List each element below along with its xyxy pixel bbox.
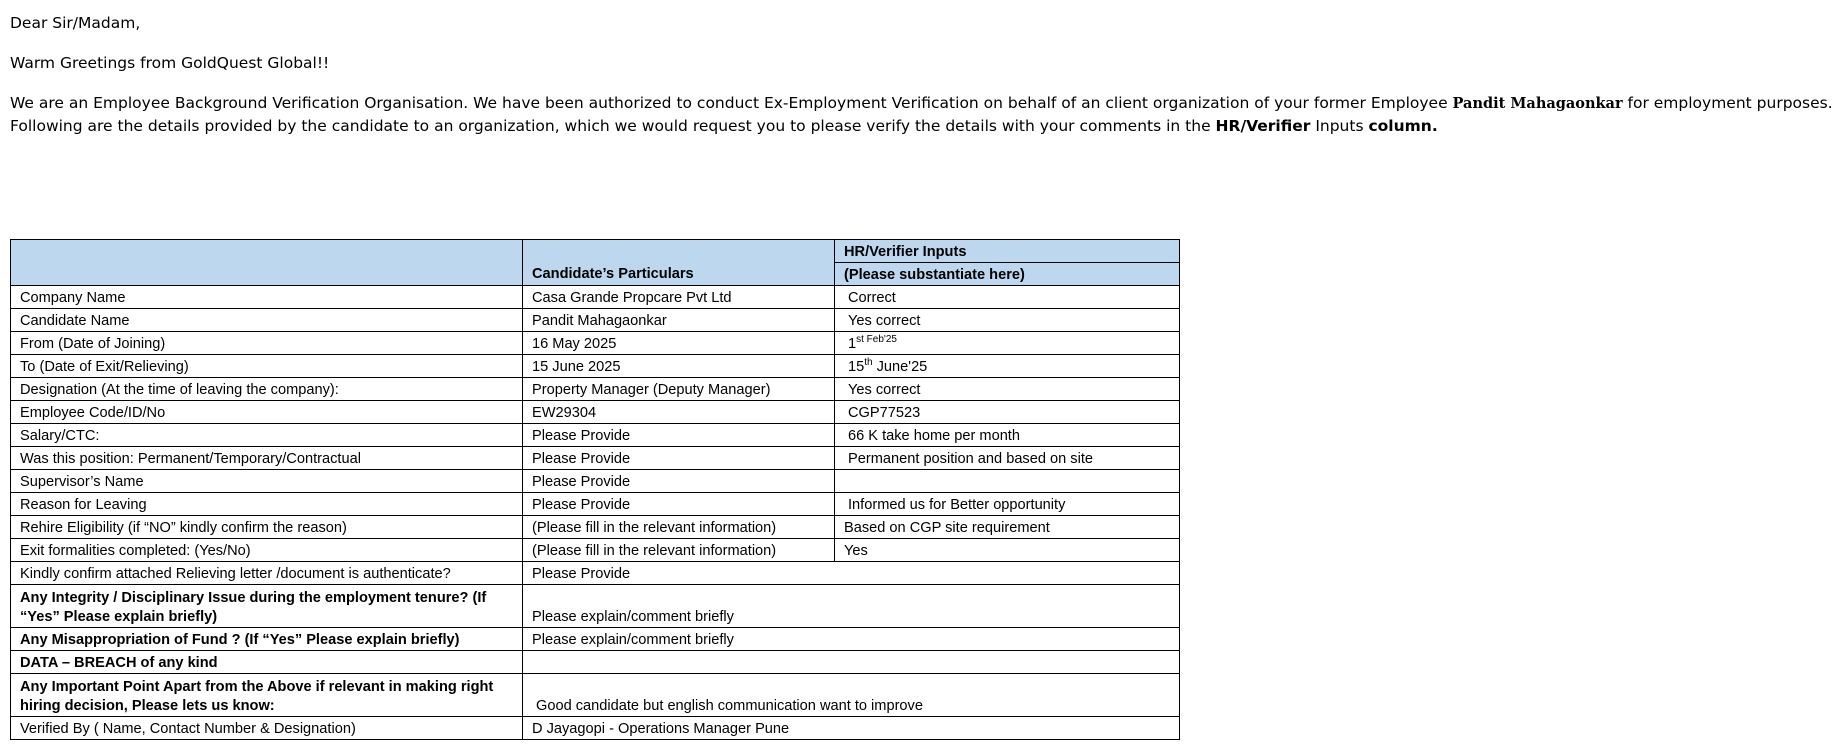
row-candidate-value: (Please fill in the relevant information) [523,539,835,562]
header-verifier-substantiate: (Please substantiate here) [835,263,1180,286]
greeting: Warm Greetings from GoldQuest Global!! [10,54,330,72]
row-label: Designation (At the time of leaving the company): [11,378,523,401]
table-row [11,286,1180,309]
table-row [11,309,1180,332]
row-verifier-value: Yes correct [835,378,1180,401]
table-row [11,562,1180,585]
row-label: DATA – BREACH of any kind [11,651,523,674]
row-verifier-value: CGP77523 [835,401,1180,424]
verifier-date-num: 15 [848,359,865,375]
row-candidate-value: Pandit Mahagaonkar [523,309,835,332]
verifier-date-num: 1 [848,336,857,352]
row-merged-value: D Jayagopi - Operations Manager Pune [523,717,1180,740]
verifier-date-rest: June'25 [872,359,928,375]
row-verifier-value: Correct [835,286,1180,309]
table-row [11,585,1180,628]
table-row [11,516,1180,539]
row-candidate-value: Please Provide [523,470,835,493]
row-verifier-value: 66 K take home per month [835,424,1180,447]
row-verifier-value: Based on CGP site requirement [835,516,1180,539]
salutation: Dear Sir/Madam, [10,14,141,32]
header-verifier-inputs: HR/Verifier Inputs [835,240,1180,263]
table-row [11,401,1180,424]
row-verifier-value: Informed us for Better opportunity [835,493,1180,516]
row-verifier-value [835,332,1180,355]
letter-intro [10,12,1833,137]
row-label: From (Date of Joining) [11,332,523,355]
row-label: To (Date of Exit/Relieving) [11,355,523,378]
row-label-text: Any Important Point Apart from the Above if relevant in making right hiring decision, Please lets us know: [20,679,494,714]
table-row [11,332,1180,355]
employee-name: Pandit Mahagaonkar [1452,95,1623,112]
row-candidate-value: EW29304 [523,401,835,424]
row-label: Was this position: Permanent/Temporary/Contractual [11,447,523,470]
row-candidate-value: 15 June 2025 [523,355,835,378]
row-merged-value [523,651,1180,674]
row-label: Verified By ( Name, Contact Number & Designation) [11,717,523,740]
row-candidate-value: Property Manager (Deputy Manager) [523,378,835,401]
row-label: Exit formalities completed: (Yes/No) [11,539,523,562]
row-candidate-value: (Please fill in the relevant information) [523,516,835,539]
row-label: Kindly confirm attached Relieving letter /document is authenticate? [11,562,523,585]
row-label [11,674,523,717]
table-row [11,539,1180,562]
verifier-date-sup: st Feb'25 [856,334,897,345]
para-line2-bold-hr: HR/Verifier [1215,117,1311,135]
row-merged-value: Please explain/comment briefly [523,628,1180,651]
row-label: Supervisor’s Name [11,470,523,493]
row-candidate-value: Please Provide [523,424,835,447]
para-line2-start: Following are the details provided by the candidate to an organization, which we would request you to please verify the details with your comments in the [10,117,1216,135]
row-merged-value: Please Provide [523,562,1180,585]
table-header-row [11,240,1180,263]
para-line1-end: for employment purposes. [1622,94,1833,112]
row-candidate-value: Casa Grande Propcare Pvt Ltd [523,286,835,309]
row-label: Candidate Name [11,309,523,332]
table-row [11,674,1180,717]
row-label: Company Name [11,286,523,309]
row-merged-value: Good candidate but english communication want to improve [523,674,1180,717]
row-candidate-value: Please Provide [523,493,835,516]
table-row [11,470,1180,493]
row-label: Salary/CTC: [11,424,523,447]
para-line2-bold-column: column. [1368,117,1438,135]
row-merged-value: Please explain/comment briefly [523,585,1180,628]
para-line2-mid: Inputs [1310,117,1369,135]
table-row [11,628,1180,651]
row-verifier-value [835,355,1180,378]
row-candidate-value: Please Provide [523,447,835,470]
row-label: Reason for Leaving [11,493,523,516]
table-row [11,378,1180,401]
verification-table [10,239,1180,740]
para-line1-start: We are an Employee Background Verification Organisation. We have been authorized to conduct Ex-Employment Verification on behalf of an client organization of your former Employee [10,94,1453,112]
intro-paragraph-line-1 [10,92,1833,115]
intro-paragraph-line-2 [10,115,1770,137]
row-label: Any Misappropriation of Fund ? (If “Yes” Please explain briefly) [11,628,523,651]
table-row [11,493,1180,516]
verifier-date-sup: th [864,357,873,368]
row-label: Rehire Eligibility (if “NO” kindly confirm the reason) [11,516,523,539]
row-label: Employee Code/ID/No [11,401,523,424]
header-empty-cell [11,240,523,286]
row-verifier-value [835,470,1180,493]
row-verifier-value: Yes [835,539,1180,562]
header-candidate-particulars: Candidate’s Particulars [523,240,835,286]
row-label [11,585,523,628]
table-row [11,355,1180,378]
table-row [11,447,1180,470]
row-candidate-value: 16 May 2025 [523,332,835,355]
row-verifier-value: Yes correct [835,309,1180,332]
table-row [11,717,1180,740]
table-row [11,424,1180,447]
table-row [11,651,1180,674]
row-verifier-value: Permanent position and based on site [835,447,1180,470]
row-label-text: Any Integrity / Disciplinary Issue during the employment tenure? (If “Yes” Please explain briefly) [20,590,487,625]
